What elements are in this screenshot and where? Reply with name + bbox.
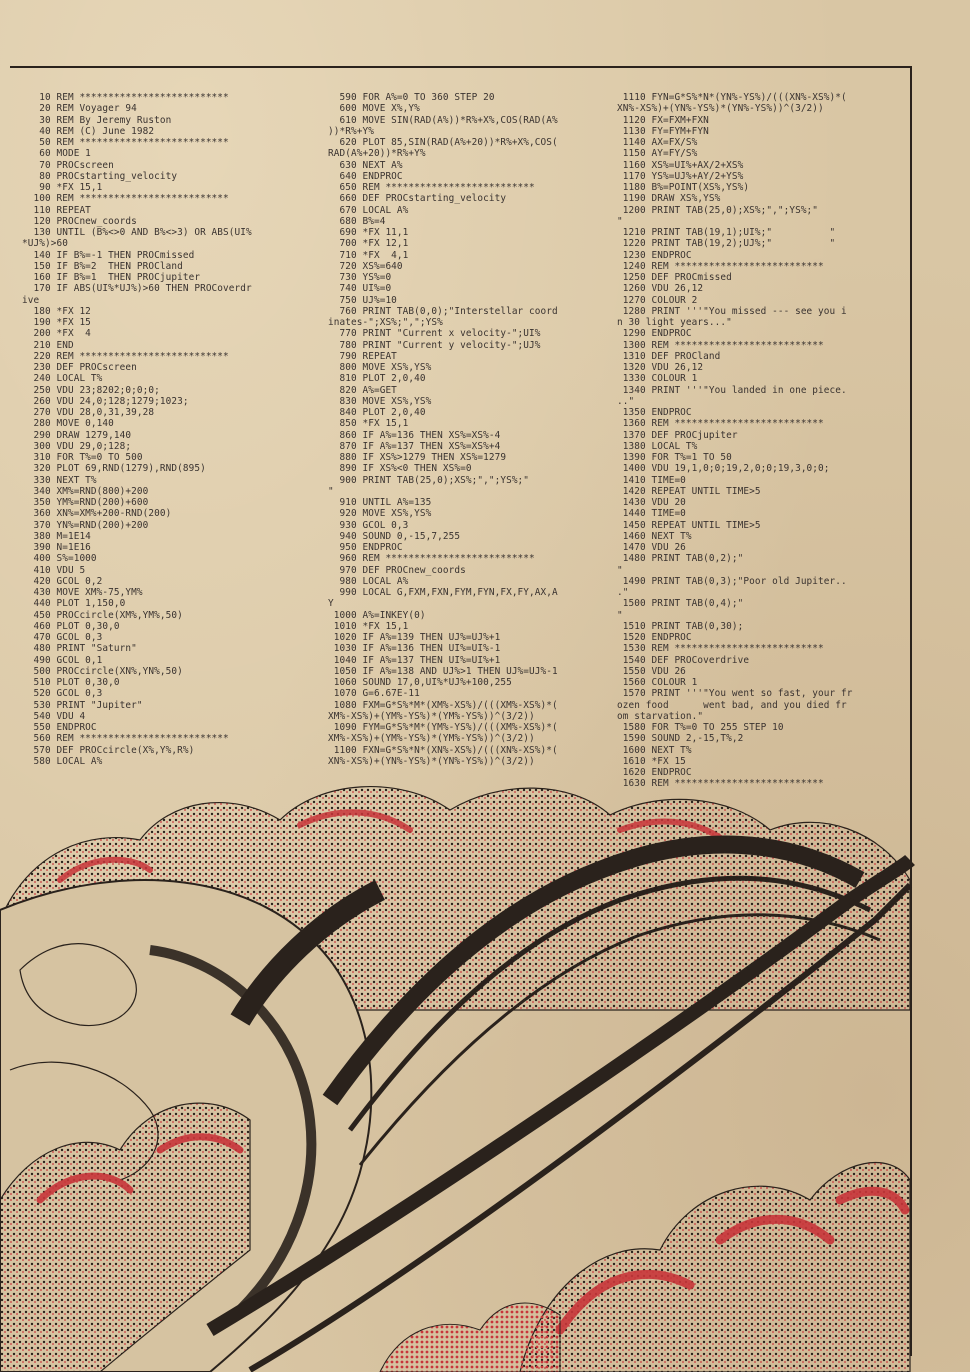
code-line: 900 PRINT TAB(25,0);XS%;",";YS%;" xyxy=(328,474,530,486)
code-line: 950 ENDPROC xyxy=(328,542,403,553)
code-line: ." xyxy=(617,587,629,598)
code-line: 570 DEF PROCcircle(X%,Y%,R%) xyxy=(22,744,195,756)
code-line: 1610 *FX 15 xyxy=(617,755,686,767)
code-line: 50 REM ************************** xyxy=(22,137,229,148)
code-line: 1360 REM ************************** xyxy=(617,418,824,430)
code-line: 1440 TIME=0 xyxy=(617,508,686,520)
code-line: XM%-XS%)+(YM%-YS%)*(YM%-YS%))^(3/2)) xyxy=(328,733,535,745)
code-line: 1050 IF A%=138 AND UJ%>1 THEN UJ%=UJ%-1 xyxy=(328,665,558,677)
code-line: 320 PLOT 69,RND(1279),RND(895) xyxy=(22,463,206,475)
code-line: 470 GCOL 0,3 xyxy=(22,632,103,643)
code-line: 870 IF A%=137 THEN XS%=XS%+4 xyxy=(328,440,501,452)
code-line: 1420 REPEAT UNTIL TIME>5 xyxy=(617,485,761,497)
code-line: 560 REM ************************** xyxy=(22,733,229,745)
code-line: 930 GCOL 0,3 xyxy=(328,519,409,531)
code-line: 200 *FX 4 xyxy=(22,328,91,340)
code-line: 1300 REM ************************** xyxy=(617,339,824,351)
code-line: 1200 PRINT TAB(25,0);XS%;",";YS%;" xyxy=(617,204,819,216)
code-line: 260 VDU 24,0;128;1279;1023; xyxy=(22,395,189,407)
code-line: 680 B%=4 xyxy=(328,215,386,227)
code-line: 310 FOR T%=0 TO 500 xyxy=(22,452,143,463)
code-line: 1430 VDU 20 xyxy=(617,497,686,508)
code-line: 940 SOUND 0,-15,7,255 xyxy=(328,530,461,542)
code-line: 1510 PRINT TAB(0,30); xyxy=(617,620,744,632)
code-line: 1190 DRAW XS%,YS% xyxy=(617,193,721,205)
code-line: 120 PROCnew_coords xyxy=(22,215,137,227)
code-line: 390 N=1E16 xyxy=(22,542,91,553)
code-line: 980 LOCAL A% xyxy=(328,575,409,587)
code-line: 820 A%=GET xyxy=(328,384,397,396)
code-line: 800 MOVE XS%,YS% xyxy=(328,362,432,373)
code-line: 1210 PRINT TAB(19,1);UI%;" " xyxy=(617,227,836,238)
code-line: 190 *FX 15 xyxy=(22,317,91,328)
code-line: XN%-XS%)+(YN%-YS%)*(YN%-YS%))^(3/2)) xyxy=(328,755,535,767)
code-line: 590 FOR A%=0 TO 360 STEP 20 xyxy=(328,92,495,103)
code-line: 920 MOVE XS%,YS% xyxy=(328,508,432,520)
listing-column-3 xyxy=(617,92,907,790)
code-line: " xyxy=(617,609,623,621)
listing-column-2 xyxy=(328,92,610,767)
code-line: 530 PRINT "Jupiter" xyxy=(22,699,143,711)
code-line: " xyxy=(617,564,623,576)
code-line: 1160 XS%=UI%+AX/2+XS% xyxy=(617,159,744,171)
code-line: 1080 FXM=G*S%*M*(XM%-XS%)/(((XM%-XS%)*( xyxy=(328,699,558,711)
code-line: 960 REM ************************** xyxy=(328,553,535,565)
code-line: 300 VDU 29,0;128; xyxy=(22,440,132,452)
code-line: 1090 FYM=G*S%*M*(YM%-YS%)/(((XM%-XS%)*( xyxy=(328,722,558,733)
code-line: 790 REPEAT xyxy=(328,350,397,362)
code-line: 690 *FX 11,1 xyxy=(328,227,409,238)
code-line: *UJ%)>60 xyxy=(22,238,68,250)
code-line: 850 *FX 15,1 xyxy=(328,418,409,430)
code-line: 540 VDU 4 xyxy=(22,710,86,722)
code-line: 130 UNTIL (B%<>0 AND B%<>3) OR ABS(UI% xyxy=(22,227,252,238)
code-line: 30 REM By Jeremy Ruston xyxy=(22,114,172,126)
code-line: 60 MODE 1 xyxy=(22,148,91,160)
code-line: 1110 FYN=G*S%*N*(YN%-YS%)/(((XN%-XS%)*( xyxy=(617,92,847,103)
code-line: 40 REM (C) June 1982 xyxy=(22,125,155,137)
code-line: 1380 LOCAL T% xyxy=(617,440,698,452)
code-line: 360 XN%=XM%+200-RND(200) xyxy=(22,508,172,520)
code-line: 610 MOVE SIN(RAD(A%))*R%+X%,COS(RAD(A% xyxy=(328,114,558,126)
code-line: 1150 AY=FY/S% xyxy=(617,148,698,160)
code-line: 1520 ENDPROC xyxy=(617,632,692,643)
code-line: om starvation." xyxy=(617,710,704,722)
code-line: 440 PLOT 1,150,0 xyxy=(22,598,126,610)
code-line: 1130 FY=FYM+FYN xyxy=(617,125,709,137)
code-line: 1220 PRINT TAB(19,2);UJ%;" " xyxy=(617,238,836,250)
code-line: 770 PRINT "Current x velocity-";UI% xyxy=(328,328,541,340)
listing-column-1 xyxy=(22,92,322,767)
code-line: 1620 ENDPROC xyxy=(617,767,692,778)
code-line: 1290 ENDPROC xyxy=(617,328,692,340)
code-line: 660 DEF PROCstarting_velocity xyxy=(328,193,507,205)
code-line: 550 ENDPROC xyxy=(22,722,97,733)
code-line: 110 REPEAT xyxy=(22,204,91,216)
code-line: 730 YS%=0 xyxy=(328,272,392,283)
code-line: 520 GCOL 0,3 xyxy=(22,688,103,700)
code-line: 10 REM ************************** xyxy=(22,92,229,103)
code-line: Y xyxy=(328,598,334,610)
code-line: 100 REM ************************** xyxy=(22,193,229,205)
code-line: 1370 DEF PROCjupiter xyxy=(617,429,738,441)
code-line: 1320 VDU 26,12 xyxy=(617,362,704,373)
code-line: 810 PLOT 2,0,40 xyxy=(328,373,426,385)
code-line: 1140 AX=FX/S% xyxy=(617,137,698,148)
code-line: 780 PRINT "Current y velocity-";UJ% xyxy=(328,339,541,351)
code-line: 280 MOVE 0,140 xyxy=(22,418,114,430)
code-line: 880 IF XS%>1279 THEN XS%=1279 xyxy=(328,452,507,463)
code-line: 1560 COLOUR 1 xyxy=(617,677,698,688)
code-line: 1060 SOUND 17,0,UI%*UJ%+100,255 xyxy=(328,677,512,688)
code-line: " xyxy=(617,215,623,227)
code-line: 970 DEF PROCnew_coords xyxy=(328,564,466,576)
code-line: 1260 VDU 26,12 xyxy=(617,283,704,295)
code-line: 1490 PRINT TAB(0,3);"Poor old Jupiter.. xyxy=(617,575,847,587)
code-line: 230 DEF PROCscreen xyxy=(22,362,137,373)
code-line: ))*R%+Y% xyxy=(328,125,374,137)
code-line: " xyxy=(328,485,334,497)
code-line: 1000 A%=INKEY(0) xyxy=(328,609,426,621)
code-line: 1400 VDU 19,1,0;0;19,2,0;0;19,3,0;0; xyxy=(617,463,830,475)
code-line: 750 UJ%=10 xyxy=(328,294,397,306)
code-line: 1020 IF A%=139 THEN UJ%=UJ%+1 xyxy=(328,632,501,643)
code-line: 1590 SOUND 2,-15,T%,2 xyxy=(617,733,744,745)
code-line: 20 REM Voyager 94 xyxy=(22,103,137,115)
code-line: 80 PROCstarting_velocity xyxy=(22,170,178,182)
code-line: XM%-XS%)+(YM%-YS%)*(YM%-YS%))^(3/2)) xyxy=(328,710,535,722)
code-line: 1600 NEXT T% xyxy=(617,744,692,756)
code-line: 1390 FOR T%=1 TO 50 xyxy=(617,452,732,463)
code-line: n 30 light years..." xyxy=(617,317,732,328)
code-line: 740 UI%=0 xyxy=(328,283,392,295)
code-line: 1480 PRINT TAB(0,2);" xyxy=(617,553,744,565)
code-line: 150 IF B%=2 THEN PROCland xyxy=(22,260,183,272)
code-line: 1180 B%=POINT(XS%,YS%) xyxy=(617,182,750,193)
code-line: 480 PRINT "Saturn" xyxy=(22,643,137,655)
code-line: 220 REM ************************** xyxy=(22,350,229,362)
code-line: .." xyxy=(617,395,635,407)
code-line: 1240 REM ************************** xyxy=(617,260,824,272)
code-line: 350 YM%=RND(200)+600 xyxy=(22,497,149,508)
code-line: 890 IF XS%<0 THEN XS%=0 xyxy=(328,463,472,475)
code-line: 330 NEXT T% xyxy=(22,474,97,486)
code-line: 830 MOVE XS%,YS% xyxy=(328,395,432,407)
code-line: 1540 DEF PROCoverdrive xyxy=(617,654,750,666)
code-line: 140 IF B%=-1 THEN PROCmissed xyxy=(22,249,195,261)
code-line: 1530 REM ************************** xyxy=(617,643,824,655)
code-line: 650 REM ************************** xyxy=(328,182,535,193)
code-line: 1580 FOR T%=0 TO 255 STEP 10 xyxy=(617,722,784,733)
code-line: 400 S%=1000 xyxy=(22,553,97,565)
code-line: XN%-XS%)+(YN%-YS%)*(YN%-YS%))^(3/2)) xyxy=(617,103,824,115)
code-line: 1120 FX=FXM+FXN xyxy=(617,114,709,126)
code-line: 490 GCOL 0,1 xyxy=(22,654,103,666)
code-line: 1350 ENDPROC xyxy=(617,407,692,418)
code-line: ozen food went bad, and you died fr xyxy=(617,699,847,711)
saturn-illustration xyxy=(0,770,970,1372)
code-line: 1270 COLOUR 2 xyxy=(617,294,698,306)
code-line: 1630 REM ************************** xyxy=(617,778,824,790)
code-line: 1010 *FX 15,1 xyxy=(328,620,409,632)
code-line: 370 YN%=RND(200)+200 xyxy=(22,519,149,531)
code-line: 1250 DEF PROCmissed xyxy=(617,272,732,283)
code-line: 1410 TIME=0 xyxy=(617,474,686,486)
code-line: 620 PLOT 85,SIN(RAD(A%+20))*R%+X%,COS( xyxy=(328,137,558,148)
code-line: 450 PROCcircle(XM%,YM%,50) xyxy=(22,609,183,621)
code-line: 840 PLOT 2,0,40 xyxy=(328,407,426,418)
code-line: 630 NEXT A% xyxy=(328,159,403,171)
code-line: 1330 COLOUR 1 xyxy=(617,373,698,385)
code-line: 1170 YS%=UJ%+AY/2+YS% xyxy=(617,170,744,182)
code-line: 90 *FX 15,1 xyxy=(22,182,103,193)
code-line: 170 IF ABS(UI%*UJ%)>60 THEN PROCoverdr xyxy=(22,283,252,295)
code-line: 990 LOCAL G,FXM,FXN,FYM,FYN,FX,FY,AX,A xyxy=(328,587,558,598)
code-line: 640 ENDPROC xyxy=(328,170,403,182)
code-line: 210 END xyxy=(22,339,74,351)
code-line: 1100 FXN=G*S%*N*(XN%-XS%)/(((XN%-XS%)*( xyxy=(328,744,558,756)
code-line: 340 XM%=RND(800)+200 xyxy=(22,485,149,497)
code-line: 500 PROCcircle(XN%,YN%,50) xyxy=(22,665,183,677)
code-line: 1550 VDU 26 xyxy=(617,665,686,677)
code-line: 710 *FX 4,1 xyxy=(328,249,409,261)
code-line: 1030 IF A%=136 THEN UI%=UI%-1 xyxy=(328,643,501,655)
code-line: 1500 PRINT TAB(0,4);" xyxy=(617,598,744,610)
code-line: 460 PLOT 0,30,0 xyxy=(22,620,120,632)
code-line: 70 PROCscreen xyxy=(22,159,114,171)
code-line: 1460 NEXT T% xyxy=(617,530,692,542)
code-line: 1310 DEF PROCland xyxy=(617,350,721,362)
code-line: ive xyxy=(22,294,40,306)
code-line: 760 PRINT TAB(0,0);"Interstellar coord xyxy=(328,305,558,317)
code-line: 1340 PRINT '''"You landed in one piece. xyxy=(617,384,847,396)
code-line: 250 VDU 23;8202;0;0;0; xyxy=(22,384,160,396)
code-line: 290 DRAW 1279,140 xyxy=(22,429,132,441)
code-line: 160 IF B%=1 THEN PROCjupiter xyxy=(22,272,201,283)
code-line: 600 MOVE X%,Y% xyxy=(328,103,420,115)
code-line: 430 MOVE XM%-75,YM% xyxy=(22,587,143,598)
code-line: 910 UNTIL A%=135 xyxy=(328,497,432,508)
code-line: RAD(A%+20))*R%+Y% xyxy=(328,148,426,160)
code-line: inates-";XS%;",";YS% xyxy=(328,317,443,328)
code-line: 580 LOCAL A% xyxy=(22,755,103,767)
code-line: 1230 ENDPROC xyxy=(617,249,692,261)
code-line: 700 *FX 12,1 xyxy=(328,238,409,250)
code-line: 1070 G=6.67E-11 xyxy=(328,688,420,700)
code-line: 1470 VDU 26 xyxy=(617,542,686,553)
code-line: 1040 IF A%=137 THEN UI%=UI%+1 xyxy=(328,654,501,666)
code-line: 380 M=1E14 xyxy=(22,530,91,542)
code-line: 420 GCOL 0,2 xyxy=(22,575,103,587)
code-line: 1570 PRINT '''"You went so fast, your fr xyxy=(617,688,853,700)
code-line: 860 IF A%=136 THEN XS%=XS%-4 xyxy=(328,429,501,441)
code-line: 510 PLOT 0,30,0 xyxy=(22,677,120,688)
code-line: 410 VDU 5 xyxy=(22,564,86,576)
code-line: 180 *FX 12 xyxy=(22,305,91,317)
code-line: 720 XS%=640 xyxy=(328,260,403,272)
code-line: 1450 REPEAT UNTIL TIME>5 xyxy=(617,519,761,531)
code-line: 240 LOCAL T% xyxy=(22,373,103,385)
code-line: 270 VDU 28,0,31,39,28 xyxy=(22,407,155,418)
code-line: 670 LOCAL A% xyxy=(328,204,409,216)
code-line: 1280 PRINT '''"You missed --- see you i xyxy=(617,305,847,317)
